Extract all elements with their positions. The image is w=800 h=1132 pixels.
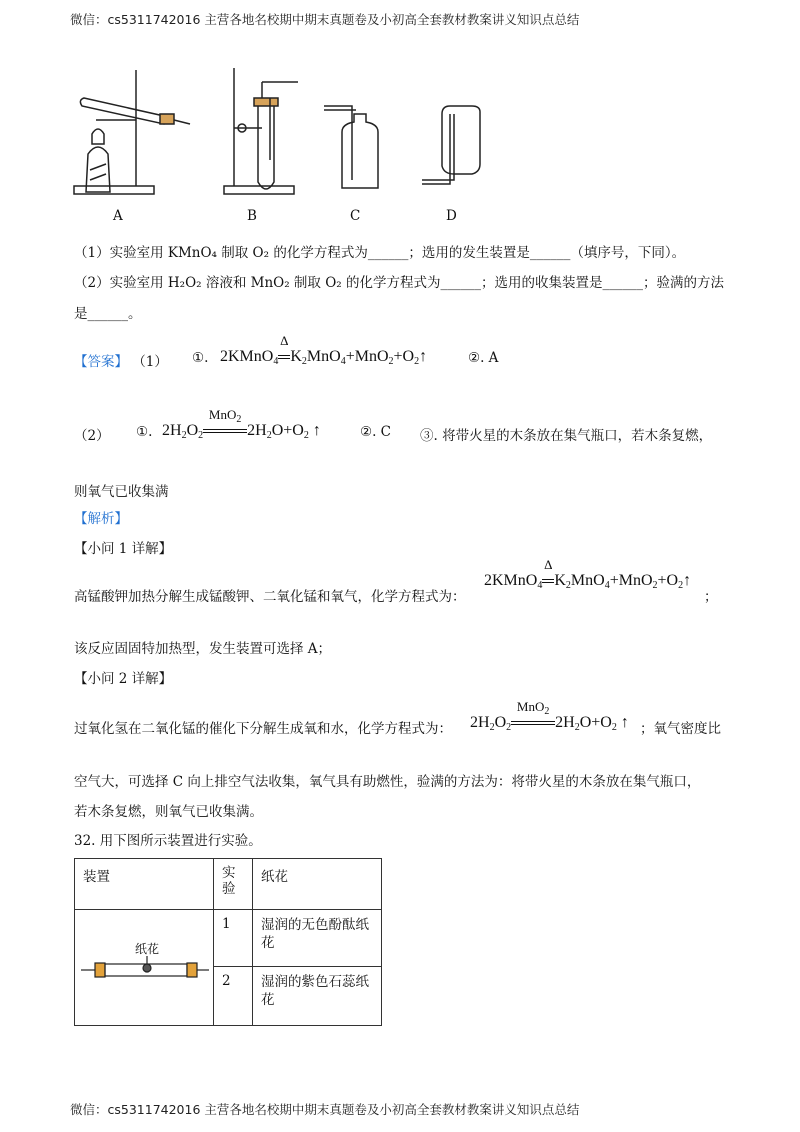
equation-kmno4: 2KMnO$_4$ Δ $K_2MnO_4+MnO_2+O_2↑$ [220, 333, 428, 367]
header-experiment: 实验 [214, 859, 253, 910]
analysis-sub-2: 【小问 2 详解】 [74, 671, 173, 687]
answer-2-method-cont: 则氧气已收集满 [74, 484, 169, 500]
answer-tag: 【答案】 [74, 354, 128, 370]
row-1-flower: 湿润的无色酚酞纸花 [253, 910, 382, 967]
question-part-1: （1）实验室用 KMnO₄ 制取 O₂ 的化学方程式为______；选用的发生装置是______（填序号，下同）。 [74, 245, 686, 261]
page-header: 微信：cs5311742016 主营各地名校期中期末真题卷及小初高全套教材教案讲义知识点总结 [70, 12, 580, 27]
question-part-2-cont: 是______。 [74, 306, 142, 322]
analysis-1-text: 高锰酸钾加热分解生成锰酸钾、二氧化锰和氧气，化学方程式为： [74, 589, 466, 605]
device-diagram-cell [75, 910, 214, 1026]
q32-table [74, 858, 382, 1026]
table-row [75, 910, 382, 967]
equation-h2o2-analysis: $2H_2O_2$ MnO$_2$ $2H_2O+O_2$ ↑ [470, 699, 629, 733]
answer-2-method: ③. 将带火星的木条放在集气瓶口，若木条复燃， [420, 428, 713, 444]
apparatus-label-a: A [113, 208, 123, 224]
analysis-2-cont: 空气大，可选择 C 向上排空气法收集，氧气具有助燃性，验满的方法为：将带火星的木条放在集气瓶口， [74, 774, 701, 790]
apparatus-label-c: C [350, 208, 361, 224]
question-part-2: （2）实验室用 H₂O₂ 溶液和 MnO₂ 制取 O₂ 的化学方程式为______；选用的收集装置是______；验满的方法 [74, 275, 724, 291]
answer-part-1-label: （1） [132, 354, 168, 370]
answer-2-num: ①. [136, 424, 153, 440]
tube-diagram [75, 916, 213, 1020]
analysis-sub-1: 【小问 1 详解】 [74, 541, 173, 557]
analysis-1-device: 该反应固固特加热型，发生装置可选择 A； [74, 641, 332, 657]
row-1-num: 1 [214, 910, 253, 967]
row-2-num: 2 [214, 967, 253, 1026]
answer-2-collector: ②. C [360, 424, 392, 440]
row-2-flower: 湿润的紫色石蕊纸花 [253, 967, 382, 1026]
equation-kmno4-analysis: 2KMnO$_4$ Δ $K_2MnO_4+MnO_2+O_2↑$ [484, 557, 692, 591]
answer-line-1 [74, 350, 168, 370]
answer-1-device: ②. A [468, 350, 499, 366]
answer-part-2-label: （2） [74, 428, 110, 444]
analysis-tag: 【解析】 [74, 511, 128, 527]
header-flower: 纸花 [253, 859, 382, 910]
apparatus-c [324, 106, 378, 188]
apparatus-figure [66, 62, 486, 232]
analysis-2-cont-2: 若木条复燃，则氧气已收集满。 [74, 804, 263, 820]
analysis-2-end: ；氧气密度比 [640, 721, 721, 737]
apparatus-label-d: D [446, 208, 457, 224]
apparatus-d [422, 106, 480, 184]
apparatus-label-b: B [247, 208, 257, 224]
apparatus-a [74, 70, 190, 194]
answer-1-num: ①. [192, 350, 209, 366]
analysis-1-end: ； [704, 589, 718, 605]
apparatus-b [224, 68, 298, 194]
equation-h2o2: $2H_2O_2$ MnO$_2$ $2H_2O+O_2$ ↑ [162, 407, 321, 441]
header-device: 装置 [75, 859, 214, 910]
table-header-row [75, 859, 382, 910]
diagram-label-flower: 纸花 [135, 941, 160, 956]
q32-title: 32. 用下图所示装置进行实验。 [74, 833, 262, 849]
analysis-2-text: 过氧化氢在二氧化锰的催化下分解生成氧和水，化学方程式为： [74, 721, 452, 737]
page-footer: 微信：cs5311742016 主营各地名校期中期末真题卷及小初高全套教材教案讲义知识点总结 [70, 1102, 580, 1117]
